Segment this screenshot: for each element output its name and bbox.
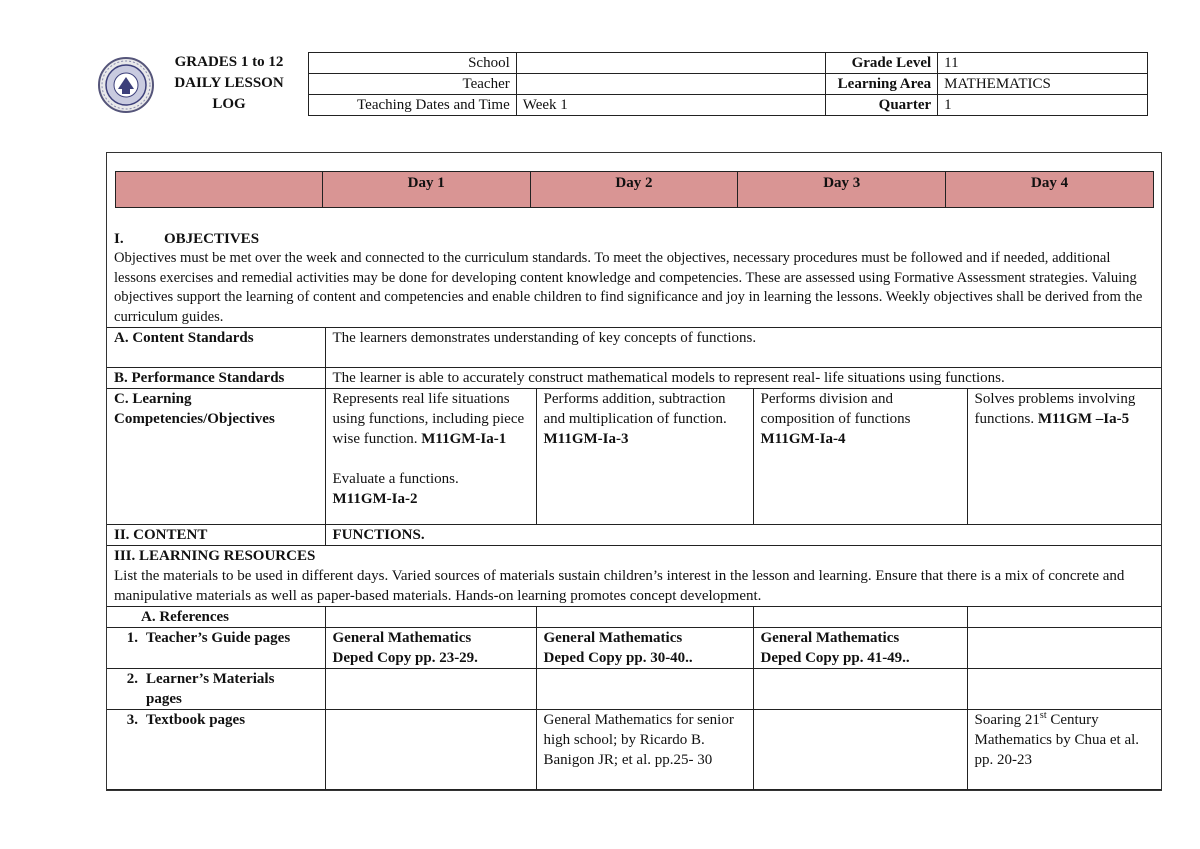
content-label: II. CONTENT: [107, 525, 325, 546]
competency-day1-text: Represents real life situations using functions, including piece wise function.: [332, 391, 525, 447]
teachers-guide-label: [107, 628, 325, 669]
teaching-dates-label: Teaching Dates and Time: [309, 95, 517, 116]
tg-day3-line1: General Mathematics: [760, 630, 900, 646]
learning-area-value[interactable]: MATHEMATICS: [938, 74, 1148, 95]
learning-area-label: Learning Area: [826, 74, 938, 95]
objectives-title: OBJECTIVES: [164, 231, 260, 247]
competency-day3-code: M11GM-Ia-4: [760, 431, 846, 447]
deped-seal-logo: [96, 52, 154, 116]
title-line-1: GRADES 1 to 12: [174, 54, 284, 70]
competency-day4-code: M11GM –Ia-5: [1037, 411, 1130, 427]
header: [96, 52, 1148, 118]
lm-day2: [536, 669, 753, 710]
tg-day1: [325, 628, 536, 669]
day-header-3: Day 3: [738, 172, 946, 208]
school-label: School: [309, 53, 517, 74]
competency-day1: [325, 389, 536, 525]
learning-resources-text: List the materials to be used in different days. Varied sources of materials sustain children’s interest in the lesson and learning. Ensure that there is a mix of concrete and manipulative materials as well as paper-based materials. Hands-on learning promotes concept development.: [114, 568, 1125, 604]
competency-day4: [967, 389, 1161, 525]
grade-level-label: Grade Level: [826, 53, 938, 74]
competency-day2-code: M11GM-Ia-3: [543, 431, 629, 447]
tg-day4: [967, 628, 1161, 669]
references-day1: [325, 607, 536, 628]
content-standards-text: The learners demonstrates understanding of key concepts of functions.: [325, 328, 1161, 368]
competency-day2-text: Performs addition, subtraction and multiplication of function.: [543, 391, 727, 427]
objectives-text: Objectives must be met over the week and connected to the curriculum standards. To meet the objectives, necessary procedures must be followed and if needed, additional lessons exercises and remedial activities may be done for developing content knowledge and competencies. These are assessed using Formative Assessment strategies. Valuing objectives support the learning of content and competencies and enable children to find significance and joy in learning the lessons. Weekly objectives shall be derived from the curriculum guides.: [114, 250, 1143, 325]
textbook-label: [107, 710, 325, 790]
textbook-number: 3.: [126, 712, 138, 728]
teacher-label: Teacher: [309, 74, 517, 95]
learners-materials-label: [107, 669, 325, 710]
lesson-table: [107, 225, 1161, 790]
tb-day2: General Mathematics for senior high school; by Ricardo B. Banigon JR; et al. pp.25- 30: [536, 710, 753, 790]
teaching-dates-value[interactable]: Week 1: [516, 95, 826, 116]
tb-day4-sup: st: [1039, 710, 1047, 721]
competency-day1-code2: M11GM-Ia-2: [332, 491, 418, 507]
title-line-3: LOG: [212, 96, 246, 112]
dll-title: [154, 52, 304, 115]
tg-day3-line2: Deped Copy pp. 41-49..: [760, 650, 910, 666]
objectives-number: I.: [114, 231, 124, 247]
day-header-1: Day 1: [322, 172, 530, 208]
tb-day4-post: Century Mathematics by Chua et al. pp. 20-23: [974, 712, 1140, 768]
content-value: FUNCTIONS.: [325, 525, 1161, 546]
competency-day2: [536, 389, 753, 525]
performance-standards-label: B. Performance Standards: [107, 368, 325, 389]
objectives-section: [107, 225, 1161, 328]
teachers-guide-text: Teacher’s Guide pages: [146, 630, 291, 646]
lm-day3: [753, 669, 967, 710]
lm-day4: [967, 669, 1161, 710]
school-value[interactable]: [516, 53, 826, 74]
references-day2: [536, 607, 753, 628]
tg-day1-line1: General Mathematics: [332, 630, 472, 646]
competencies-label: [107, 389, 325, 525]
performance-standards-text: The learner is able to accurately construct mathematical models to represent real- life situations using functions.: [325, 368, 1161, 389]
day-header-blank: [116, 172, 323, 208]
competency-day1-code: M11GM-Ia-1: [421, 431, 507, 447]
quarter-label: Quarter: [826, 95, 938, 116]
objectives-heading: [114, 229, 1154, 249]
day-header-row: [115, 171, 1154, 208]
tb-day4: [967, 710, 1161, 790]
references-day4: [967, 607, 1161, 628]
competencies-label-line2: Competencies/Objectives: [114, 411, 275, 427]
teachers-guide-number: 1.: [126, 630, 138, 646]
tg-day2: [536, 628, 753, 669]
lesson-log-body: [106, 152, 1162, 791]
tb-day1: [325, 710, 536, 790]
title-line-2: DAILY LESSON: [174, 75, 284, 91]
content-standards-label: A. Content Standards: [107, 328, 325, 368]
learners-materials-number: 2.: [126, 671, 138, 687]
references-label: A. References: [107, 607, 325, 628]
tg-day2-line2: Deped Copy pp. 30-40..: [543, 650, 693, 666]
grade-level-value[interactable]: 11: [938, 53, 1148, 74]
competency-day1-text2: Evaluate a functions.: [332, 471, 459, 487]
learning-resources-title: III. LEARNING RESOURCES: [114, 548, 316, 564]
references-day3: [753, 607, 967, 628]
competency-day3: [753, 389, 967, 525]
competency-day3-text: Performs division and composition of functions: [760, 391, 911, 427]
teacher-value[interactable]: [516, 74, 826, 95]
tg-day3: [753, 628, 967, 669]
learners-materials-text: Learner’s Materials pages: [146, 671, 275, 707]
lm-day1: [325, 669, 536, 710]
tb-day4-pre: Soaring 21: [974, 712, 1040, 728]
quarter-value[interactable]: 1: [938, 95, 1148, 116]
tg-day1-line2: Deped Copy pp. 23-29.: [332, 650, 478, 666]
header-info-table: [308, 52, 1148, 116]
competency-day4-text: Solves problems involving functions.: [974, 391, 1136, 427]
tb-day3: [753, 710, 967, 790]
day-header-4: Day 4: [946, 172, 1154, 208]
competencies-label-line1: C. Learning: [114, 391, 192, 407]
tg-day2-line1: General Mathematics: [543, 630, 683, 646]
day-header-2: Day 2: [530, 172, 738, 208]
learning-resources-section: [107, 546, 1161, 607]
textbook-text: Textbook pages: [146, 712, 246, 728]
